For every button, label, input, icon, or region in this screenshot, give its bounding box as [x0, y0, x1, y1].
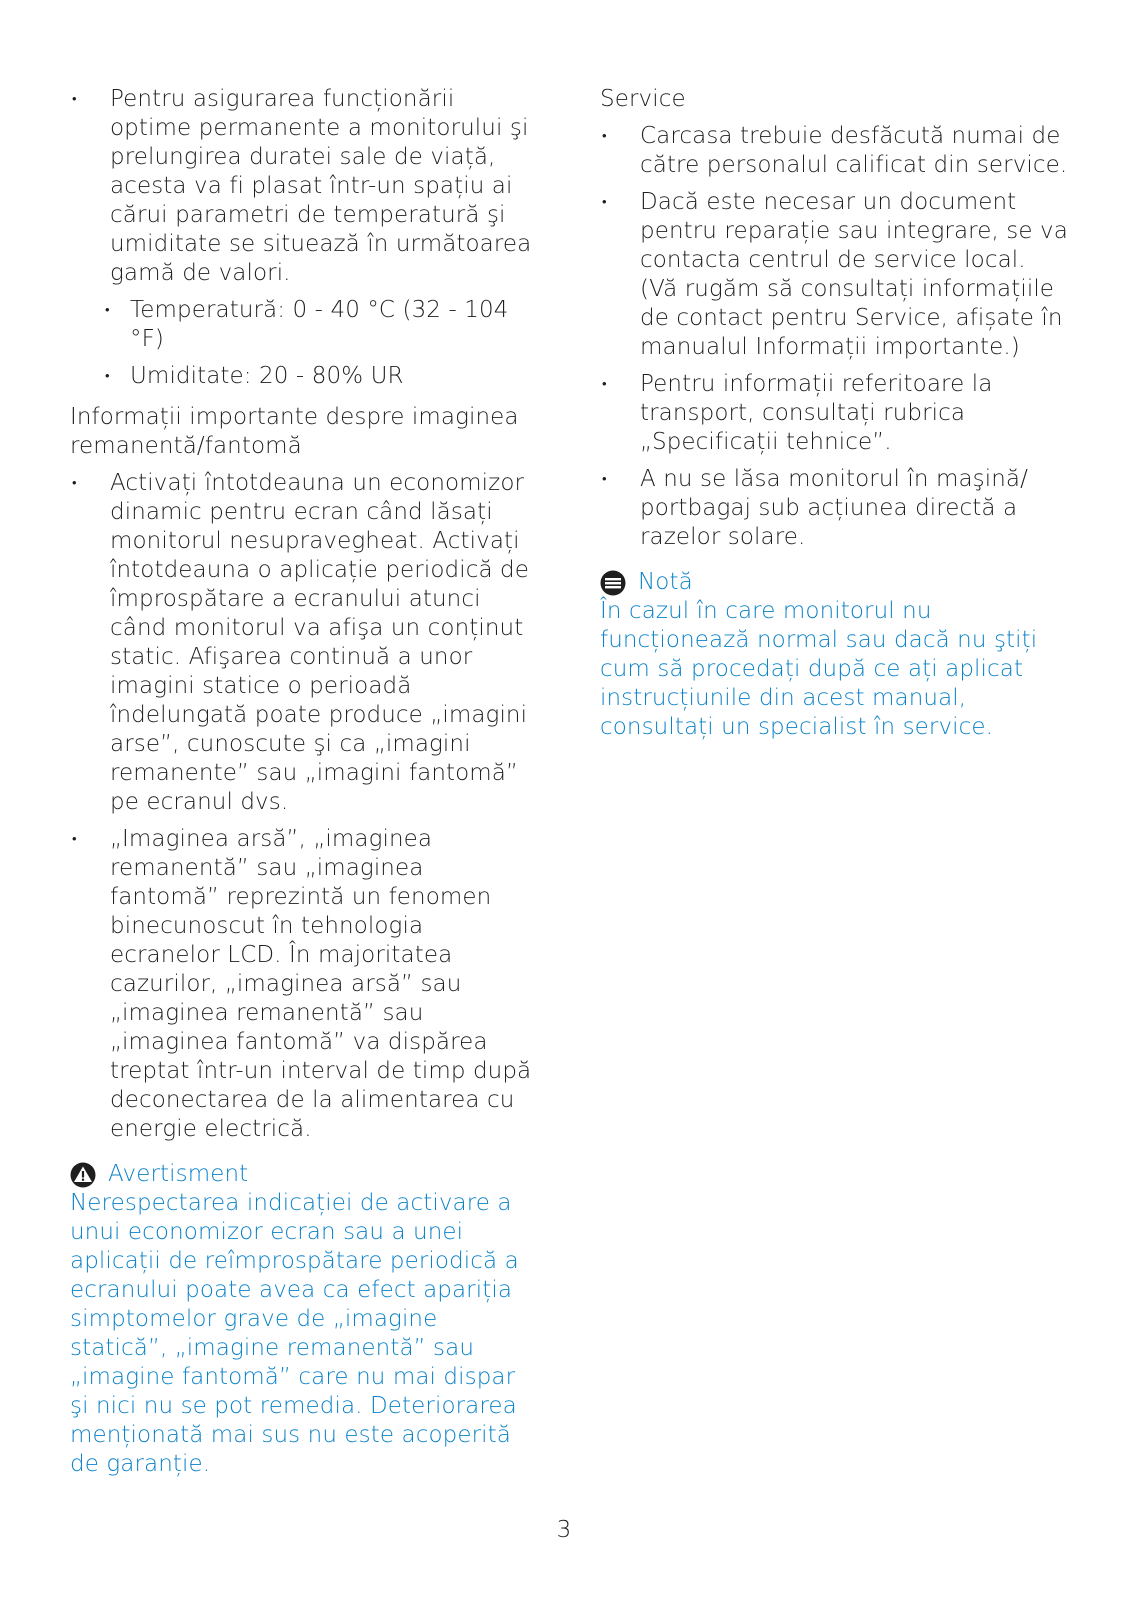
service-bullet-1: • Carcasa trebuie desfăcută numai de către personalul calificat din service. [600, 122, 1070, 180]
bullet-image-retention: • „Imaginea arsă”, „imaginea remanentă” sau „imaginea fantomă” reprezintă un fenomen binecunoscut în tehnologia ecranelor LCD. În majoritatea cazurilor, „imaginea arsă” sau „imaginea remanentă” sau „imaginea fantomă” va dispărea treptat într-un interval de timp după deconectarea de la alimentarea cu energie electrică. [70, 825, 535, 1144]
note-title: Notă [638, 569, 693, 595]
sub-bullet-temperature: • Temperatură: 0 - 40 °C (32 - 104 °F) [101, 296, 535, 354]
warning-text: Nerespectarea indicației de activare a unui economizor ecran sau a unei aplicații de reîmprospătare periodică a ecranului poate avea ca efect apariția simptomelor grave de „imagine statică”, „imagine remanentă” sau „imagine fantomă” care nu mai dispar şi nici nu se pot remedia. Deteriorarea menționată mai sus nu este acoperită de garanție. [70, 1190, 519, 1477]
service-bullet-4: • A nu se lăsa monitorul în maşină/ portbagaj sub acțiunea directă a razelor solare. [600, 465, 1070, 552]
right-column [600, 85, 1070, 742]
warning-icon [70, 1162, 96, 1188]
section-heading: Informații importante despre imaginea remanentă/fantomă [70, 404, 519, 459]
left-column [70, 85, 535, 1479]
note-header [600, 568, 1070, 597]
note-icon [600, 570, 626, 596]
bullet-environment: • Pentru asigurarea funcționării optime permanente a monitorului şi prelungirea duratei sale de viață, acesta va fi plasat într-un spațiu ai cărui parametri de temperatură şi umiditate se situează în următoarea gamă de valori. [70, 85, 535, 288]
sub-bullet-humidity: • Umiditate: 20 - 80% UR [101, 362, 535, 391]
page-number: 3 [556, 1517, 572, 1543]
warning-title: Avertisment [108, 1161, 249, 1187]
note-text: În cazul în care monitorul nu funcționează normal sau dacă nu ştiți cum să procedați după ce ați aplicat instrucțiunile din acest manual, consultați un specialist în service. [600, 598, 1038, 740]
service-bullet-2: • Dacă este necesar un document pentru reparație sau integrare, se va contacta centrul de service local. (Vă rugăm să consultați informațiile de contact pentru Service, afișate în manualul Informații importante.) [600, 188, 1070, 362]
service-bullet-3: • Pentru informații referitoare la transport, consultați rubrica „Specificații tehnice”. [600, 370, 1070, 457]
warning-header [70, 1160, 535, 1189]
service-title: Service [600, 86, 686, 112]
bullet-screensaver: • Activați întotdeauna un economizor dinamic pentru ecran când lăsați monitorul nesupravegheat. Activați întotdeauna o aplicație periodică de împrospătare a ecranului atunci când monitorul va afişa un conținut static. Afişarea continuă a unor imagini statice o perioadă îndelungată poate produce „imagini arse”, cunoscute şi ca „imagini remanente” sau „imagini fantomă” pe ecranul dvs. [70, 469, 535, 817]
